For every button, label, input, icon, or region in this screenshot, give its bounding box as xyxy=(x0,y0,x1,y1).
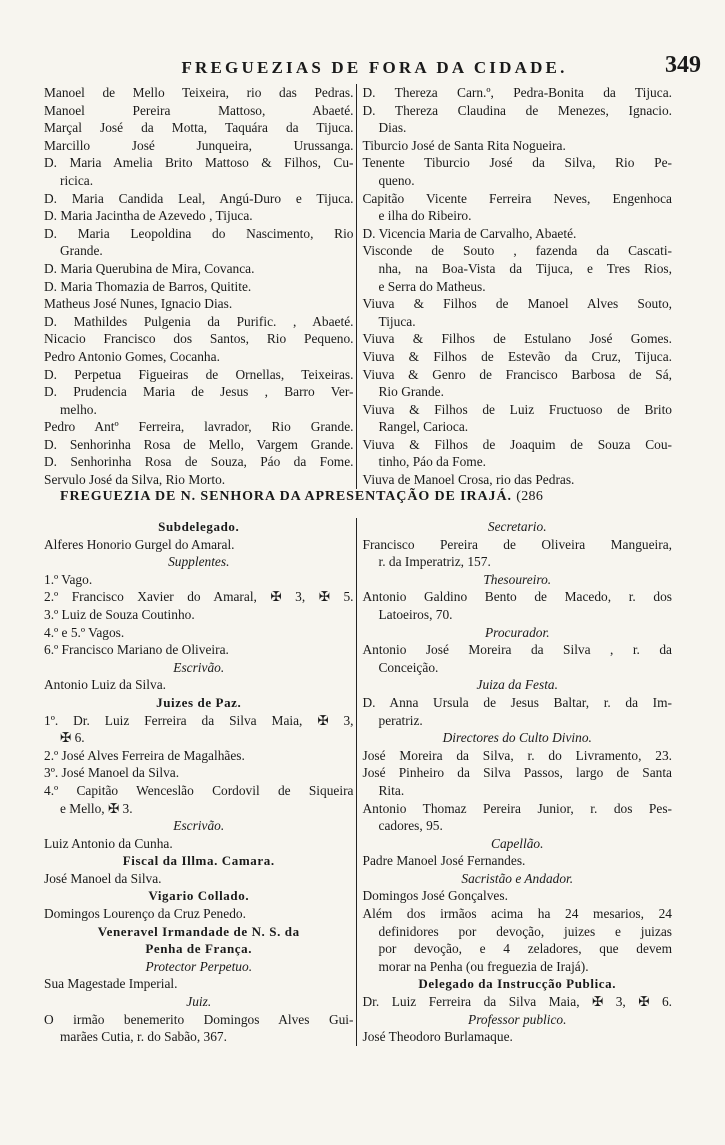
supplente-line: 4.º e 5.º Vagos. xyxy=(44,624,125,640)
entry-line: Viuva de Manoel Crosa, rio das Pedras. xyxy=(362,472,575,488)
entry-line: D. Maria Thomazia de Barros, Quitite. xyxy=(44,278,252,294)
directores-line: cadores, 95. xyxy=(378,818,443,834)
entry-line: ricica. xyxy=(60,172,94,188)
irmandade-heading: Veneravel Irmandade de N. S. da xyxy=(97,923,300,939)
thesoureiro-heading: Thesoureiro. xyxy=(483,571,552,587)
entry-line: Pedro Antº Ferreira, lavrador, Rio Grande. xyxy=(44,419,354,435)
entry-line: tinho, Páo da Fome. xyxy=(378,454,486,470)
entry-line: D. Maria Leopoldina do Nascimento, Rio xyxy=(44,225,354,241)
capellao-heading: Capellão. xyxy=(491,835,544,851)
entry-line: Grande. xyxy=(60,243,103,259)
entry-line: e ilha do Ribeiro. xyxy=(378,208,472,224)
juiz-text: marães Cutia, r. do Sabão, 367. xyxy=(60,1029,227,1045)
juiz-line: e Mello, ✠ 3. xyxy=(60,800,133,816)
entry-line: Servulo José da Silva, Rio Morto. xyxy=(44,472,226,488)
entry-line: D. Perpetua Figueiras de Ornellas, Teixeiras. xyxy=(44,366,354,382)
subdelegado-name: Alferes Honorio Gurgel do Amaral. xyxy=(44,536,235,552)
secretario-line: r. da Imperatriz, 157. xyxy=(378,554,491,570)
professor-heading: Professor publico. xyxy=(468,1011,567,1027)
entry-line: Tenente Tiburcio José da Silva, Rio Pe- xyxy=(362,155,672,171)
entry-line: Nicacio Francisco dos Santos, Rio Pequeno. xyxy=(44,331,354,347)
thesoureiro-line: Latoeiros, 70. xyxy=(378,606,453,622)
iraja-left-column xyxy=(44,518,357,1046)
entry-line: Marçal José da Motta, Taquára da Tijuca. xyxy=(44,120,354,136)
entry-line: melho. xyxy=(60,401,97,417)
escrivao-heading: Escrivão. xyxy=(173,818,225,834)
entry-line: D. Maria Jacintha de Azevedo , Tijuca. xyxy=(44,208,253,224)
delegado-heading: Delegado da Instrucção Publica. xyxy=(418,976,617,992)
fiscal-name: José Manoel da Silva. xyxy=(44,870,162,886)
entry-line: queno. xyxy=(378,172,415,188)
capellao-name: Padre Manoel José Fernandes. xyxy=(362,853,526,869)
entry-line: Viuva & Filhos de Luiz Fructuoso de Brito xyxy=(362,401,672,417)
juiz-line: 2.º José Alves Ferreira de Magalhães. xyxy=(44,747,245,763)
section-title-text: FREGUEZIA DE N. SENHORA DA APRESENTAÇÃO DE IRAJÁ. xyxy=(60,489,512,504)
juiz-line: ✠ 6. xyxy=(60,730,85,746)
entry-line: D. Thereza Carn.º, Pedra-Bonita da Tijuca. xyxy=(362,85,672,100)
page-title: FREGUEZIAS DE FORA DA CIDADE. xyxy=(181,58,568,77)
directores-heading: Directores do Culto Divino. xyxy=(442,730,592,746)
supplentes-heading: Supplentes. xyxy=(168,554,230,570)
supplente-line: 6.º Francisco Mariano de Oliveira. xyxy=(44,642,229,658)
procurador-line: Conceição. xyxy=(378,659,439,675)
entry-line: Manoel de Mello Teixeira, rio das Pedras. xyxy=(44,85,354,100)
entry-line: Marcillo José Junqueira, Urussanga. xyxy=(44,137,354,153)
directory-top xyxy=(44,84,672,489)
juiz-heading: Juiz. xyxy=(186,994,212,1010)
entry-line: Viuva & Filhos de Estulano José Gomes. xyxy=(362,331,672,347)
iraja-right-column xyxy=(357,518,673,1046)
escrivao-name: Antonio Luiz da Silva. xyxy=(44,677,166,693)
sacristao-heading: Sacristão e Andador. xyxy=(461,870,574,886)
entry-line: Manoel Pereira Mattoso, Abaeté. xyxy=(44,102,354,118)
entry-line: Tiburcio José de Santa Rita Nogueira. xyxy=(362,137,566,153)
secretario-line: Francisco Pereira de Oliveira Mangueira, xyxy=(362,536,672,552)
entry-line: D. Vicencia Maria de Carvalho, Abaeté. xyxy=(362,225,577,241)
vigario-heading: Vigario Collado. xyxy=(148,888,250,904)
entry-line: D. Senhorinha Rosa de Mello, Vargem Grande. xyxy=(44,436,354,452)
entry-line: Rio Grande. xyxy=(378,384,444,400)
entry-line: Viuva & Filhos de Estevão da Cruz, Tijuca. xyxy=(362,348,672,364)
alem-line: morar na Penha (ou freguezia de Irajá). xyxy=(378,958,589,974)
entry-line: e Serra do Matheus. xyxy=(378,278,486,294)
entry-line: Rangel, Carioca. xyxy=(378,419,469,435)
entry-line: D. Senhorinha Rosa de Souza, Páo da Fome. xyxy=(44,454,354,470)
fiscal-heading: Fiscal da Illma. Camara. xyxy=(122,853,275,869)
secretario-heading: Secretario. xyxy=(487,519,547,534)
section-count: (286 xyxy=(516,489,544,504)
juiz-line: 3º. José Manoel da Silva. xyxy=(44,765,180,781)
protector-name: Sua Magestade Imperial. xyxy=(44,976,178,992)
entry-line: D. Thereza Claudina de Menezes, Ignacio. xyxy=(362,102,672,118)
professor-name: José Theodoro Burlamaque. xyxy=(362,1029,513,1045)
alem-line: por devoção, e 4 zeladores, que devem xyxy=(378,941,672,957)
entry-line: D. Maria Querubina de Mira, Covanca. xyxy=(44,260,255,276)
directory-right-column xyxy=(357,84,673,489)
iraja-directory xyxy=(44,518,672,1046)
directores-line: José Pinheiro da Silva Passos, largo de Santa xyxy=(362,765,672,781)
thesoureiro-line: Antonio Galdino Bento de Macedo, r. dos xyxy=(362,589,672,605)
entry-line: D. Mathildes Pulgenia da Purific. , Abaeté. xyxy=(44,313,354,329)
supplente-line: 3.º Luiz de Souza Coutinho. xyxy=(44,606,195,622)
procurador-heading: Procurador. xyxy=(484,624,550,640)
entry-line: Viuva & Filhos de Joaquim de Souza Cou- xyxy=(362,436,672,452)
entry-line: D. Maria Candida Leal, Angú-Duro e Tijuca. xyxy=(44,190,354,206)
juiza-heading: Juiza da Festa. xyxy=(476,677,558,693)
delegado-name: Dr. Luiz Ferreira da Silva Maia, ✠ 3, ✠ 6. xyxy=(362,994,672,1010)
juiza-line: peratriz. xyxy=(378,712,423,728)
entry-line: D. Maria Amelia Brito Mattoso & Filhos, Cu- xyxy=(44,155,354,171)
juizes-heading: Juizes de Paz. xyxy=(156,694,242,710)
supplente-line: 1.º Vago. xyxy=(44,571,93,587)
procurador-line: Antonio José Moreira da Silva , r. da xyxy=(362,642,672,658)
protector-heading: Protector Perpetuo. xyxy=(145,958,253,974)
directores-line: José Moreira da Silva, r. do Livramento, 23. xyxy=(362,747,672,763)
page-number: 349 xyxy=(665,52,701,78)
directory-left-column xyxy=(44,84,357,489)
running-head xyxy=(44,52,705,84)
juiza-line: D. Anna Ursula de Jesus Baltar, r. da Im- xyxy=(362,694,672,710)
alem-line: definidores por devoção, juizes e juizas xyxy=(378,923,672,939)
entry-line: Matheus José Nunes, Ignacio Dias. xyxy=(44,296,233,312)
supplente-line: 2.º Francisco Xavier do Amaral, ✠ 3, ✠ 5. xyxy=(44,589,354,605)
vigario-name: Domingos Lourenço da Cruz Penedo. xyxy=(44,906,246,922)
entry-line: D. Prudencia Maria de Jesus , Barro Ver- xyxy=(44,384,354,400)
subdelegado-heading: Subdelegado. xyxy=(158,519,240,534)
entry-line: Pedro Antonio Gomes, Cocanha. xyxy=(44,348,220,364)
escrivao-name: Luiz Antonio da Cunha. xyxy=(44,835,173,851)
entry-line: nha, na Boa-Vista da Tijuca, e Tres Rios, xyxy=(378,260,672,276)
entry-line: Viuva & Filhos de Manoel Alves Souto, xyxy=(362,296,672,312)
irmandade-heading-2: Penha de França. xyxy=(145,941,253,957)
entry-line: Visconde de Souto , fazenda da Cascati- xyxy=(362,243,672,259)
escrivao-heading: Escrivão. xyxy=(173,659,225,675)
entry-line: Tijuca. xyxy=(378,313,416,329)
alem-line: Além dos irmãos acima ha 24 mesarios, 24 xyxy=(362,906,672,922)
entry-line: Viuva & Genro de Francisco Barbosa de Sá, xyxy=(362,366,672,382)
juiz-line: 4.º Capitão Wenceslão Cordovil de Siqueira xyxy=(44,782,354,798)
entry-line: Capitão Vicente Ferreira Neves, Engenhoca xyxy=(362,190,672,206)
directores-line: Rita. xyxy=(378,782,405,798)
sacristao-name: Domingos José Gonçalves. xyxy=(362,888,508,904)
juiz-line: 1º. Dr. Luiz Ferreira da Silva Maia, ✠ 3, xyxy=(44,712,354,728)
juiz-text: O irmão benemerito Domingos Alves Gui- xyxy=(44,1011,354,1027)
directores-line: Antonio Thomaz Pereira Junior, r. dos Pes- xyxy=(362,800,672,816)
entry-line: Dias. xyxy=(378,120,407,136)
section-title xyxy=(60,489,680,505)
